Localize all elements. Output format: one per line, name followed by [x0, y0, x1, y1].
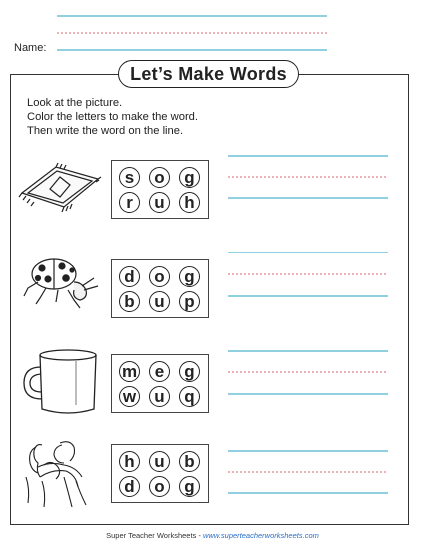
letter-bubble[interactable]: h: [119, 451, 140, 472]
letter-bubble[interactable]: d: [119, 266, 140, 287]
letter-bubble[interactable]: b: [179, 451, 200, 472]
name-writing-lines[interactable]: [0, 0, 425, 60]
instructions: [27, 96, 198, 138]
letter-bubble[interactable]: o: [149, 476, 170, 497]
letter-bubble[interactable]: h: [179, 192, 200, 213]
instruction-line-3: Then write the word on the line.: [27, 125, 184, 137]
letter-bubble[interactable]: w: [119, 386, 140, 407]
footer: [0, 531, 425, 540]
letter-bubble[interactable]: o: [149, 266, 170, 287]
letter-bubble[interactable]: u: [149, 192, 170, 213]
answer-writing-lines[interactable]: [228, 347, 388, 417]
letter-bubble[interactable]: g: [179, 361, 200, 382]
footer-url-link[interactable]: www.superteacherworksheets.com: [202, 531, 319, 540]
word-row-1: [0, 153, 425, 233]
answer-writing-lines[interactable]: [228, 437, 388, 507]
ladybug-picture: [16, 252, 102, 324]
name-label: Name:: [14, 42, 47, 54]
word-row-4: [0, 437, 425, 517]
letter-bubble[interactable]: q: [179, 386, 200, 407]
letter-box: [111, 354, 209, 413]
instruction-line-2: Color the letters to make the word.: [27, 111, 198, 123]
letter-box: [111, 444, 209, 503]
letter-bubble[interactable]: s: [119, 167, 140, 188]
letter-bubble[interactable]: r: [119, 192, 140, 213]
letter-bubble[interactable]: o: [149, 167, 170, 188]
answer-writing-lines[interactable]: [228, 153, 388, 223]
letter-bubble[interactable]: u: [149, 386, 170, 407]
letter-bubble[interactable]: p: [179, 291, 200, 312]
letter-bubble[interactable]: g: [179, 266, 200, 287]
letter-bubble[interactable]: u: [149, 451, 170, 472]
word-row-3: [0, 347, 425, 427]
rug-picture: [16, 153, 102, 225]
letter-bubble[interactable]: m: [119, 361, 140, 382]
instruction-line-1: Look at the picture.: [27, 97, 123, 109]
letter-bubble[interactable]: d: [119, 476, 140, 497]
footer-separator: -: [196, 531, 203, 540]
letter-bubble[interactable]: b: [119, 291, 140, 312]
letter-box: [111, 259, 209, 318]
worksheet-title: Let’s Make Words: [118, 60, 299, 88]
letter-bubble[interactable]: g: [179, 476, 200, 497]
letter-bubble[interactable]: u: [149, 291, 170, 312]
hug-picture: [16, 437, 102, 509]
answer-writing-lines[interactable]: [228, 252, 388, 322]
footer-site-name: Super Teacher Worksheets: [106, 531, 197, 540]
letter-bubble[interactable]: e: [149, 361, 170, 382]
letter-bubble[interactable]: g: [179, 167, 200, 188]
word-row-2: [0, 252, 425, 332]
mug-picture: [16, 347, 102, 419]
letter-box: [111, 160, 209, 219]
